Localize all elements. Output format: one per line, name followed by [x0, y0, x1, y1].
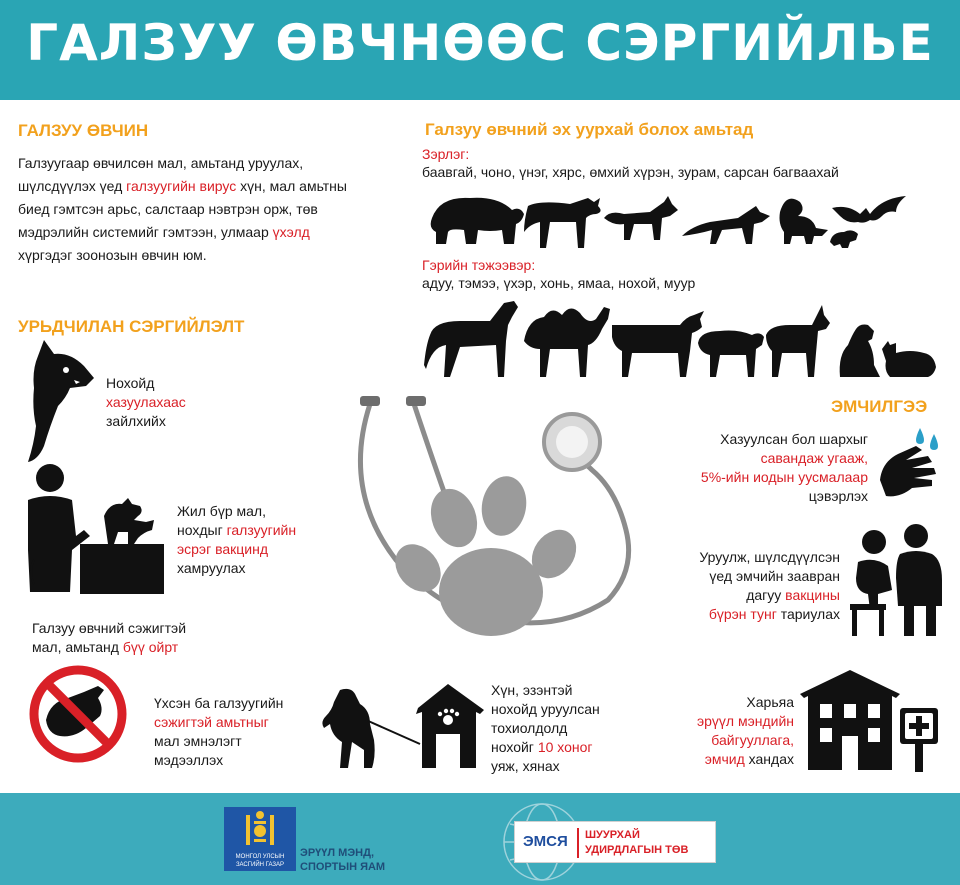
- domestic-label: Гэрийн тэжээвэр:: [422, 257, 536, 273]
- paw-icon: [386, 473, 585, 636]
- water-drop-icon: [916, 428, 924, 444]
- skunk-icon: [780, 199, 829, 244]
- treatment-title: ЭМЧИЛГЭЭ: [831, 397, 928, 416]
- treatment-item3-text: Харьяа эрүүл мэндийн байгууллага, эмчид хандах: [696, 694, 794, 767]
- emblem-text-1: МОНГОЛ УЛСЫН: [235, 854, 285, 860]
- soyombo-icon: [224, 807, 296, 851]
- doctor-patient-icon: [848, 520, 948, 640]
- emergency-center-logo: [514, 821, 716, 863]
- hospital-icon: [800, 666, 945, 776]
- goat-icon: [766, 305, 830, 377]
- wild-list: баавгай, чоно, үнэг, хярс, өмхий хүрэн, зурам, сарсан багваахай: [422, 164, 839, 180]
- prevention-item1-text: Нохойд хазуулахаас зайлхийх: [106, 375, 186, 429]
- domestic-list: адуу, тэмээ, үхэр, хонь, ямаа, нохой, муур: [422, 275, 696, 291]
- footer-banner: [0, 793, 960, 885]
- vet-vaccination-icon: [14, 460, 169, 596]
- water-drop-icon: [930, 434, 938, 450]
- treatment-item1-text: Хазуулсан бол шархыг савандаж угааж, 5%-ийн иодын уусмалаар цэвэрлэх: [700, 431, 868, 504]
- domestic-animals-silhouettes: [420, 295, 940, 385]
- dog-icon: [840, 325, 880, 378]
- cat-icon: [882, 341, 936, 377]
- angry-dog-icon: [14, 336, 94, 464]
- no-dead-animal-icon: [24, 664, 132, 764]
- earpiece-left-icon: [360, 396, 380, 406]
- center-name: ШУУРХАЙ УДИРДЛАГЫН ТӨВ: [585, 829, 689, 856]
- hand-washing-icon: [876, 424, 946, 504]
- leashed-dog-house-icon: [318, 684, 488, 774]
- corsac-fox-icon: [682, 206, 770, 244]
- fox-icon: [604, 196, 678, 240]
- prevention-item2-text: Жил бүр мал, нохдыг галзуугийн эсрэг вакцинд хамруулах: [177, 503, 297, 576]
- prevention-item4-text: Үхсэн ба галзуугийн сэжигтэй амьтныг мал эмнэлэгт мэдээллэх: [154, 695, 284, 768]
- prevention-item3-text: Галзуу өвчний сэжигтэй мал, амьтанд бүү ойрт: [32, 620, 187, 655]
- government-emblem-logo: [224, 807, 296, 871]
- horse-icon: [424, 301, 518, 377]
- sheep-icon: [698, 331, 764, 378]
- marmot-icon: [830, 230, 858, 248]
- ministry-name: ЭРҮҮЛ МЭНД, СПОРТЫН ЯАМ: [300, 847, 386, 873]
- disease-text: Галзуугаар өвчилсөн мал, амьтанд уруулах, шүлсдүүлэх үед галзуугийн вирус хүн, мал амьтны биед гэмтсэн арьс, салстаар нэвтрэн орж, төв мэдрэлийн системийг гэмтээн, улмаар үхэлд хүргэдэг зоонозын өвчин юм.: [18, 155, 347, 263]
- wild-animals-silhouettes: [420, 188, 940, 258]
- stethoscope-paw-illustration: [336, 390, 636, 670]
- page-title: ГАЛЗУУ ӨВЧНӨӨС СЭРГИЙЛЬЕ: [26, 14, 934, 72]
- emblem-text-2: ЗАСГИЙН ГАЗАР: [235, 862, 285, 868]
- bat-icon: [832, 196, 906, 223]
- emsya-label: ЭМСЯ: [523, 833, 568, 850]
- cow-icon: [612, 311, 704, 377]
- bear-icon: [431, 198, 524, 244]
- prevention-title: УРЬДЧИЛАН СЭРГИЙЛЭЛТ: [18, 317, 245, 336]
- logo-divider: [577, 828, 579, 858]
- camel-icon: [524, 307, 610, 377]
- wolf-icon: [524, 198, 601, 248]
- prevention-item5-text: Хүн, эзэнтэй нохойд уруулсан тохиолдолд нохойг 10 хоног уяж, хянах: [491, 682, 600, 774]
- wild-label: Зэрлэг:: [422, 146, 470, 162]
- disease-title: ГАЛЗУУ ӨВЧИН: [18, 121, 149, 140]
- earpiece-right-icon: [406, 396, 426, 406]
- sources-title: Галзуу өвчний эх уурхай болох амьтад: [425, 120, 754, 139]
- treatment-item2-text: Уруулж, шүлсдүүлсэн үед эмчийн заавран дагуу вакцины бүрэн тунг тариулах: [699, 549, 840, 622]
